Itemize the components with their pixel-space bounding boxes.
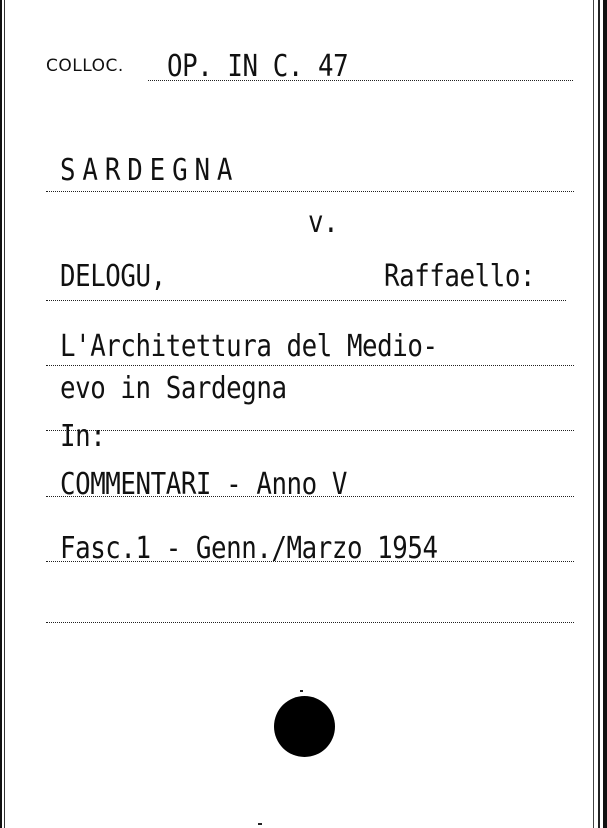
title-line-2: evo in Sardegna	[60, 371, 287, 406]
dotted-rule	[46, 622, 574, 623]
subject-heading: SARDEGNA	[60, 153, 240, 188]
dotted-rule	[46, 430, 574, 431]
punch-hole	[274, 696, 335, 757]
colloc-label: COLLOC.	[46, 56, 124, 76]
dotted-rule	[148, 80, 573, 81]
dotted-rule	[46, 365, 574, 366]
author-surname: DELOGU,	[60, 259, 166, 294]
card-right-edge	[581, 0, 607, 828]
author-forename: Raffaello:	[384, 259, 536, 294]
colloc-value: OP. IN C. 47	[167, 49, 349, 84]
dotted-rule	[46, 561, 574, 562]
source-line: COMMENTARI - Anno V	[60, 467, 347, 502]
in-label: In:	[60, 419, 106, 454]
title-line-1: L'Architettura del Medio-	[60, 329, 438, 364]
dotted-rule	[46, 496, 574, 497]
subject-see-also: v.	[308, 205, 339, 240]
card-left-edge	[0, 0, 7, 828]
ink-speck	[300, 690, 303, 692]
issue-line: Fasc.1 - Genn./Marzo 1954	[60, 531, 438, 566]
dotted-rule	[46, 191, 574, 192]
dotted-rule	[46, 300, 566, 301]
ink-speck	[258, 823, 262, 825]
